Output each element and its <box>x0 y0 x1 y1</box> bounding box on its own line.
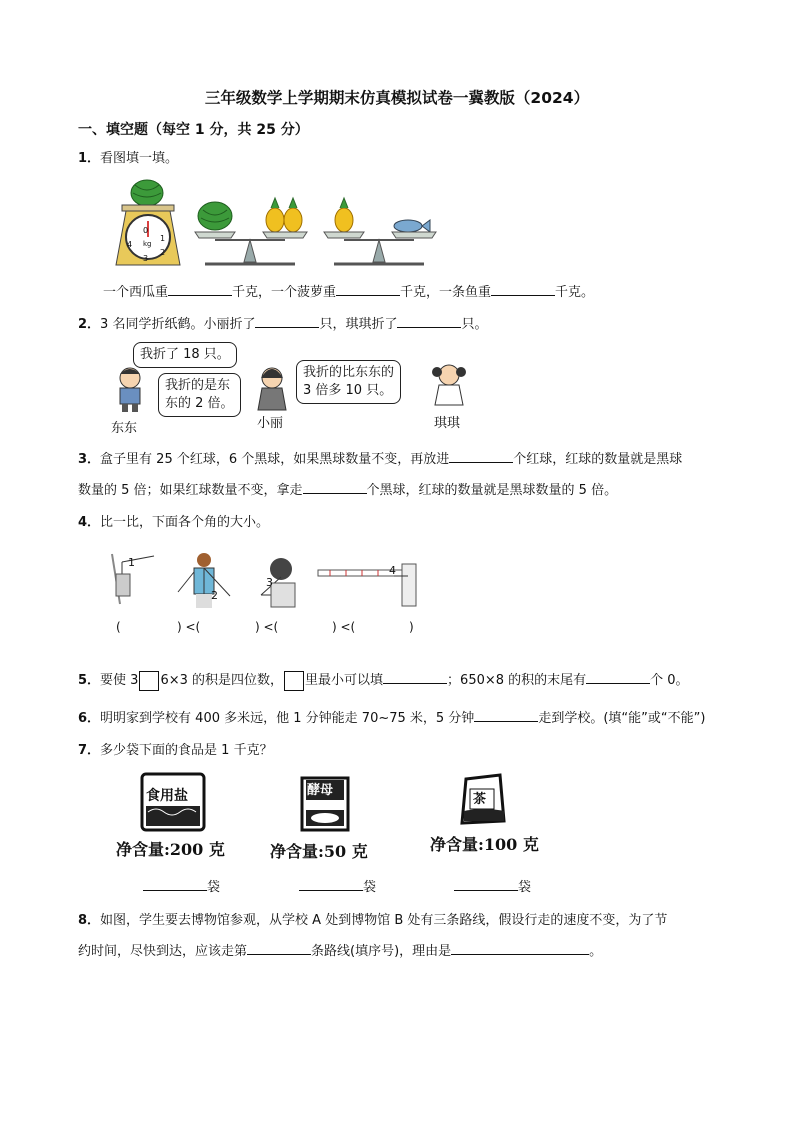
question-8-line2: 约时间，尽快到达，应该走第 条路线(填序号)，理由是 。 <box>78 940 602 959</box>
question-4: 4．比一比，下面各个角的大小。 <box>78 515 270 530</box>
salt-net-weight: 净含量:200 克 <box>116 840 225 859</box>
blank-xiaoli[interactable] <box>255 314 319 328</box>
question-1 <box>78 147 178 166</box>
tea-label: 茶 <box>473 792 487 807</box>
question-text: 看图填一填。 <box>100 151 179 166</box>
girl-xiaoli-icon <box>252 366 292 412</box>
digit-box-ref <box>284 671 304 691</box>
question-number: 4． <box>78 515 101 530</box>
speech-bubble-xiaoli: 我折的是东 东的 2 倍。 <box>158 373 241 417</box>
blank-tea-bags[interactable] <box>454 877 518 891</box>
pineapple-icon <box>335 208 353 232</box>
question-5: 5．要使 3 6×3 的积是四位数， 里最小可以填 ；650×8 的积的末尾有 个 0。 <box>78 669 689 691</box>
speech-bubble-dongdong: 我折了 18 只。 <box>133 342 237 368</box>
q1-answer-line: 一个西瓜重 千克，一个菠萝重 千克，一条鱼重 千克。 <box>103 281 594 300</box>
speech-bubble-qiqi: 我折的比东东的 3 倍多 10 只。 <box>296 360 401 404</box>
pineapple-icon <box>284 208 302 232</box>
watermelon-icon <box>198 202 232 230</box>
blank-zeros[interactable] <box>586 670 650 684</box>
question-2: 2．3 名同学折纸鹤。小丽折了 只，琪琪折了 只。 <box>78 313 487 332</box>
name-dongdong: 东东 <box>111 421 138 436</box>
blank-fish[interactable] <box>491 282 555 296</box>
dial-kg: kg <box>143 240 152 248</box>
name-qiqi: 琪琪 <box>434 416 461 431</box>
angle-label-4: 4 <box>389 564 396 577</box>
salt-answer: 袋 <box>143 876 220 895</box>
question-8: 8．如图，学生要去博物馆参观，从学校 A 处到博物馆 B 处有三条路线，假设行走的速度不变，为了节 <box>78 913 668 928</box>
balance-watermelon-pineapple <box>193 196 313 268</box>
angle-compare-close: ) <box>409 620 414 634</box>
dial-2: 2 <box>160 248 166 257</box>
blank-watermelon[interactable] <box>168 282 232 296</box>
watermelon-icon <box>131 180 163 206</box>
angle-compare-open: ( <box>116 620 121 634</box>
dial-0: 0 <box>143 226 149 235</box>
boy-dongdong-icon <box>110 366 150 414</box>
blank-route[interactable] <box>247 941 311 955</box>
question-number: 1． <box>78 151 101 166</box>
yeast-label: 酵母 <box>307 783 334 798</box>
question-7: 7．多少袋下面的食品是 1 千克？ <box>78 743 273 758</box>
angle-3-girl-image <box>253 555 299 609</box>
blank-pineapple[interactable] <box>336 282 400 296</box>
balance-pineapple-fish <box>322 196 442 268</box>
angle-label-1: 1 <box>128 556 135 569</box>
blank-salt-bags[interactable] <box>143 877 207 891</box>
blank-red-balls[interactable] <box>449 449 513 463</box>
blank-yeast-bags[interactable] <box>299 877 363 891</box>
question-3: 3．盒子里有 25 个红球，6 个黑球，如果黑球数量不变，再放进 个红球，红球的数量就是黑球 <box>78 448 682 467</box>
blank-min-digit[interactable] <box>383 670 447 684</box>
dial-1: 1 <box>160 234 166 243</box>
tea-answer: 袋 <box>454 876 531 895</box>
question-3-line2: 数量的 5 倍；如果红球数量不变，拿走 个黑球，红球的数量就是黑球数量的 5 倍。 <box>78 479 617 498</box>
yeast-answer: 袋 <box>299 876 376 895</box>
name-xiaoli: 小丽 <box>257 416 284 431</box>
angle-compare-lt-3: ) <( <box>332 620 356 634</box>
angle-label-2: 2 <box>211 589 218 602</box>
blank-qiqi[interactable] <box>397 314 461 328</box>
angle-compare-lt-2: ) <( <box>255 620 279 634</box>
pineapple-icon <box>266 208 284 232</box>
question-number: 5． <box>78 673 101 688</box>
blank-black-balls[interactable] <box>303 480 367 494</box>
question-number: 7． <box>78 743 101 758</box>
question-number: 3． <box>78 452 101 467</box>
digit-box <box>139 671 159 691</box>
page-title: 三年级数学上学期期末仿真模拟试卷一冀教版（2024） <box>204 89 590 107</box>
question-number: 2． <box>78 317 101 332</box>
tea-net-weight: 净含量:100 克 <box>430 835 539 854</box>
angle-4-gate-image <box>316 560 420 608</box>
question-6: 6．明明家到学校有 400 多米远，他 1 分钟能走 70~75 米，5 分钟 走到学校。(填“能”或“不能”) <box>78 707 705 726</box>
angle-compare-lt-1: ) <( <box>177 620 201 634</box>
question-number: 6． <box>78 711 101 726</box>
angle-2-person-image <box>176 552 236 610</box>
salt-label: 食用盐 <box>146 788 188 804</box>
yeast-net-weight: 净含量:50 克 <box>270 842 368 861</box>
fish-icon <box>394 220 422 232</box>
dial-3: 3 <box>143 254 149 263</box>
section-heading: 一、填空题（每空 1 分，共 25 分） <box>78 122 309 138</box>
question-number: 8． <box>78 913 101 928</box>
blank-reason[interactable] <box>451 941 589 955</box>
dial-4: 4 <box>127 240 133 249</box>
blank-can-reach[interactable] <box>474 708 538 722</box>
girl-qiqi-icon <box>428 362 470 410</box>
angle-label-3: 3 <box>266 576 273 589</box>
